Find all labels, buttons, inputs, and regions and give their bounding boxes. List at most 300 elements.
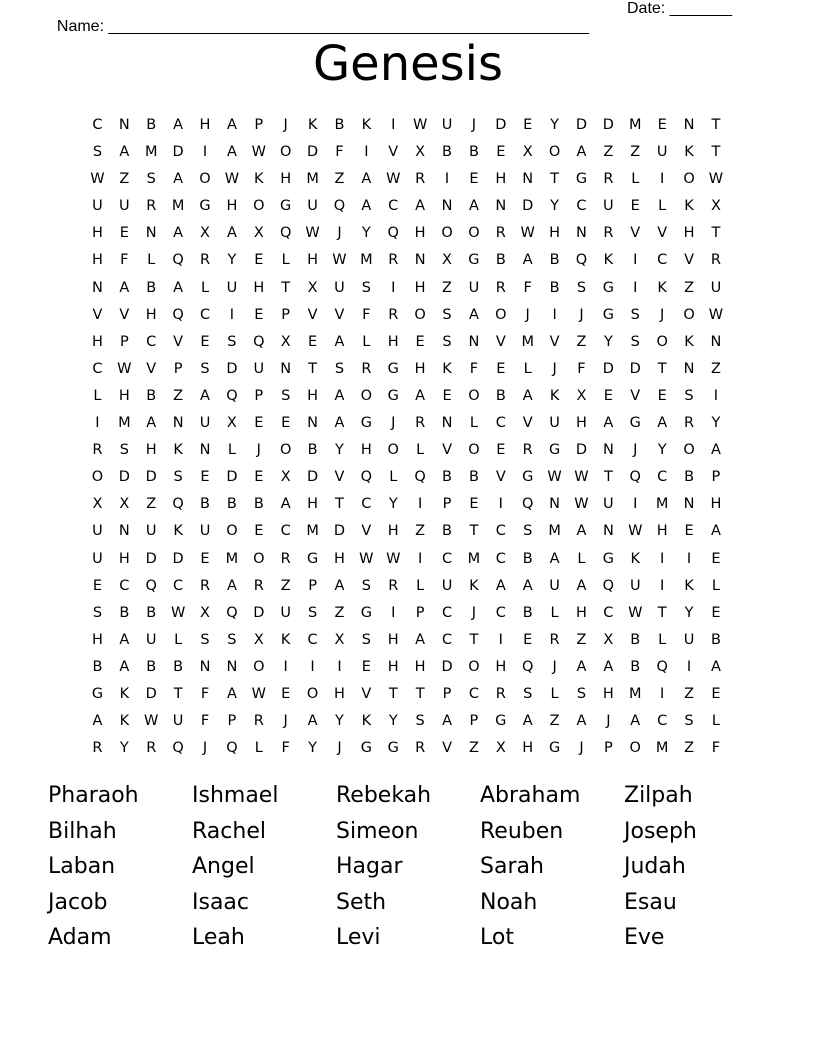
grid-letter: L — [416, 577, 425, 594]
grid-letter: H — [656, 523, 668, 540]
grid-letter: O — [360, 387, 373, 404]
grid-letter: W — [547, 469, 562, 486]
grid-letter: C — [388, 198, 399, 215]
grid-letter: U — [629, 577, 641, 594]
grid-letter: Q — [172, 306, 184, 323]
grid-letter: N — [683, 360, 695, 377]
grid-letter: B — [200, 496, 210, 513]
grid-letter: A — [576, 577, 587, 594]
grid-letter: A — [334, 333, 345, 350]
grid-letter: R — [522, 442, 533, 459]
grid-letter: V — [657, 225, 668, 242]
grid-letter: O — [656, 333, 668, 350]
grid-letter: J — [283, 117, 288, 133]
grid-letter: H — [334, 685, 345, 702]
grid-letter: K — [684, 198, 694, 215]
grid-letter: C — [173, 577, 184, 594]
grid-letter: T — [173, 685, 183, 702]
grid-letter: B — [522, 604, 533, 621]
grid-letter: Z — [684, 740, 694, 757]
grid-letter: D — [145, 685, 157, 702]
grid-letter: Q — [279, 225, 292, 242]
grid-letter: S — [361, 279, 371, 296]
grid-letter: U — [119, 198, 130, 215]
grid-letter: Q — [172, 740, 184, 757]
grid-letter: Z — [684, 685, 694, 702]
grid-letter: G — [602, 306, 614, 323]
grid-letter: Q — [656, 658, 668, 675]
grid-letter: N — [199, 658, 211, 675]
grid-letter: Q — [521, 658, 534, 675]
grid-letter: H — [414, 225, 426, 242]
grid-letter: H — [522, 740, 534, 757]
grid-letter: E — [200, 550, 210, 567]
grid-letter: X — [334, 631, 345, 648]
grid-letter: R — [146, 198, 157, 215]
grid-letter: W — [117, 360, 132, 377]
grid-letter: A — [522, 713, 533, 730]
grid-letter: G — [495, 713, 507, 730]
grid-letter: E — [119, 225, 129, 242]
grid-letter: E — [523, 631, 533, 648]
grid-letter: L — [174, 631, 183, 648]
grid-letter: S — [200, 360, 210, 377]
grid-letter: K — [657, 279, 667, 296]
grid-letter: J — [471, 604, 477, 621]
grid-letter: E — [630, 198, 640, 215]
grid-letter: J — [283, 713, 288, 730]
grid-letter: K — [361, 713, 372, 730]
grid-letter: C — [441, 631, 453, 648]
grid-letter: Q — [387, 225, 399, 242]
grid-letter: T — [335, 496, 344, 513]
grid-letter: E — [361, 658, 371, 675]
grid-letter: K — [442, 360, 452, 377]
grid-letter: W — [224, 171, 240, 188]
grid-letter: A — [119, 658, 130, 675]
grid-letter: R — [495, 685, 506, 702]
grid-letter: Y — [657, 442, 667, 459]
grid-letter: Q — [521, 496, 534, 513]
grid-letter: C — [603, 604, 614, 621]
grid-letter: G — [548, 442, 561, 459]
grid-letter: R — [199, 577, 211, 594]
grid-letter: A — [710, 658, 721, 675]
grid-letter: L — [93, 387, 102, 404]
grid-letter: L — [577, 550, 586, 567]
grid-letter: H — [145, 442, 157, 459]
grid-letter: H — [549, 225, 561, 242]
grid-letter: T — [308, 360, 317, 377]
grid-letter: E — [711, 685, 721, 702]
grid-letter: L — [523, 360, 532, 377]
grid-letter: Z — [710, 360, 721, 377]
grid-letter: O — [683, 442, 695, 459]
grid-letter: S — [442, 306, 452, 323]
grid-letter: N — [683, 117, 695, 133]
grid-letter: Z — [576, 333, 587, 350]
grid-letter: A — [173, 279, 184, 296]
grid-letter: D — [145, 550, 157, 567]
grid-letter: M — [629, 685, 642, 702]
grid-letter: S — [576, 279, 587, 296]
grid-letter: L — [362, 333, 371, 350]
grid-letter: U — [226, 279, 238, 296]
grid-letter: H — [226, 198, 238, 215]
grid-letter: P — [281, 306, 291, 323]
word-bank-item: Adam — [48, 925, 112, 951]
grid-letter: D — [441, 658, 453, 675]
grid-letter: M — [225, 550, 239, 567]
grid-letter: B — [522, 550, 533, 567]
grid-letter: F — [200, 685, 210, 702]
grid-letter: F — [469, 360, 479, 377]
grid-letter: X — [280, 333, 291, 350]
grid-letter: S — [415, 713, 425, 730]
grid-letter: X — [710, 198, 721, 215]
grid-letter: H — [387, 658, 399, 675]
word-bank-item: Eve — [624, 925, 665, 951]
grid-letter: A — [334, 415, 345, 432]
grid-letter: O — [683, 171, 695, 188]
grid-letter: A — [146, 415, 157, 432]
grid-letter: L — [147, 252, 156, 269]
grid-letter: L — [658, 631, 667, 648]
word-bank-item: Joseph — [624, 818, 697, 844]
grid-letter: X — [200, 604, 210, 621]
grid-letter: Y — [550, 117, 560, 133]
grid-letter: H — [576, 604, 587, 621]
grid-letter: D — [306, 144, 319, 161]
grid-letter: W — [574, 469, 589, 486]
grid-letter: F — [362, 306, 371, 323]
grid-letter: S — [523, 685, 533, 702]
grid-letter: K — [119, 713, 130, 730]
grid-letter: S — [227, 333, 237, 350]
grid-letter: R — [495, 279, 506, 296]
grid-letter: C — [657, 469, 668, 486]
grid-letter: N — [441, 198, 453, 215]
grid-letter: A — [226, 225, 237, 242]
grid-letter: A — [603, 658, 614, 675]
grid-letter: I — [283, 658, 288, 675]
grid-letter: A — [468, 306, 479, 323]
grid-letter: Z — [576, 631, 587, 648]
grid-letter: I — [391, 279, 396, 296]
grid-letter: N — [710, 333, 722, 350]
grid-letter: T — [469, 523, 479, 540]
grid-letter: Q — [226, 387, 238, 404]
grid-letter: U — [468, 279, 480, 296]
grid-letter: F — [120, 252, 129, 269]
grid-letter: G — [548, 740, 561, 757]
grid-letter: L — [281, 252, 290, 269]
grid-letter: E — [415, 333, 425, 350]
grid-letter: A — [442, 713, 452, 730]
grid-letter: I — [633, 252, 638, 269]
grid-letter: S — [307, 604, 318, 621]
grid-letter: H — [710, 496, 722, 513]
grid-letter: I — [660, 577, 665, 594]
word-bank-item: Reuben — [480, 818, 564, 844]
grid-letter: T — [657, 360, 667, 377]
word-bank-item: Rachel — [192, 818, 266, 844]
grid-letter: D — [522, 198, 534, 215]
grid-letter: T — [711, 225, 721, 242]
word-bank-item: Judah — [624, 854, 686, 880]
grid-letter: D — [145, 469, 157, 486]
grid-letter: S — [281, 387, 291, 404]
grid-letter: D — [495, 117, 507, 133]
word-bank-item: Isaac — [192, 889, 250, 915]
grid-letter: Z — [684, 279, 694, 296]
grid-letter: E — [603, 387, 613, 404]
grid-letter: W — [574, 496, 589, 513]
grid-letter: H — [387, 523, 399, 540]
grid-letter: N — [495, 198, 507, 215]
grid-letter: U — [334, 279, 345, 296]
grid-letter: I — [417, 496, 423, 513]
word-bank — [48, 778, 768, 956]
grid-letter: D — [333, 523, 346, 540]
grid-letter: E — [281, 415, 291, 432]
grid-letter: B — [468, 144, 479, 161]
grid-letter: I — [713, 387, 719, 404]
grid-letter: B — [495, 387, 506, 404]
grid-letter: W — [251, 685, 266, 702]
grid-letter: Q — [253, 333, 265, 350]
grid-letter: J — [579, 306, 584, 323]
grid-letter: H — [145, 306, 157, 323]
grid-letter: J — [525, 306, 530, 323]
grid-letter: H — [280, 171, 292, 188]
grid-letter: R — [253, 577, 264, 594]
grid-letter: I — [498, 496, 503, 513]
grid-letter: I — [391, 117, 396, 133]
grid-letter: R — [495, 225, 506, 242]
grid-letter: W — [359, 550, 374, 567]
grid-letter: P — [415, 604, 425, 621]
grid-letter: J — [606, 713, 611, 730]
grid-letter: A — [200, 387, 210, 404]
grid-letter: L — [711, 577, 720, 594]
grid-letter: V — [146, 360, 157, 377]
grid-letter: M — [467, 550, 481, 567]
grid-letter: L — [550, 685, 559, 702]
grid-letter: I — [633, 496, 638, 513]
grid-letter: W — [305, 225, 320, 242]
grid-letter: A — [280, 496, 291, 513]
grid-letter: C — [441, 550, 453, 567]
grid-letter: P — [711, 469, 721, 486]
letter-grid — [84, 112, 729, 762]
grid-letter: Q — [414, 469, 426, 486]
grid-letter: P — [254, 117, 264, 133]
grid-letter: Y — [684, 604, 694, 621]
grid-letter: U — [683, 631, 695, 648]
grid-letter: T — [711, 144, 721, 161]
grid-letter: A — [361, 198, 372, 215]
grid-letter: R — [415, 415, 426, 432]
grid-letter: A — [119, 144, 130, 161]
grid-letter: Z — [334, 604, 345, 621]
grid-letter: S — [684, 713, 694, 730]
grid-letter: H — [307, 387, 319, 404]
grid-letter: V — [173, 333, 184, 350]
grid-letter: G — [306, 550, 319, 567]
grid-letter: N — [549, 496, 561, 513]
grid-letter: W — [708, 306, 724, 323]
grid-letter: F — [335, 144, 344, 161]
grid-letter: X — [280, 469, 291, 486]
grid-letter: H — [334, 550, 345, 567]
grid-letter: A — [576, 658, 587, 675]
grid-letter: O — [495, 306, 507, 323]
grid-letter: V — [522, 415, 533, 432]
grid-letter: D — [602, 360, 614, 377]
grid-letter: Z — [442, 279, 452, 296]
grid-letter: P — [442, 685, 452, 702]
grid-letter: E — [281, 685, 291, 702]
grid-letter: O — [253, 198, 265, 215]
grid-letter: U — [549, 577, 560, 594]
grid-letter: J — [552, 658, 557, 675]
grid-letter: N — [602, 442, 614, 459]
grid-letter: I — [686, 658, 692, 675]
grid-letter: A — [630, 713, 641, 730]
grid-letter: V — [495, 333, 506, 350]
grid-letter: W — [332, 252, 347, 269]
grid-letter: S — [361, 577, 371, 594]
grid-letter: A — [495, 577, 506, 594]
grid-letter: N — [280, 360, 292, 377]
grid-letter: U — [253, 360, 265, 377]
grid-letter: G — [280, 198, 292, 215]
grid-letter: M — [655, 496, 669, 513]
grid-letter: B — [146, 279, 157, 296]
grid-letter: L — [631, 171, 640, 188]
grid-letter: X — [603, 631, 614, 648]
grid-letter: K — [173, 523, 183, 540]
grid-letter: G — [468, 252, 480, 269]
grid-letter: J — [202, 740, 208, 757]
grid-letter: A — [226, 685, 237, 702]
grid-letter: N — [92, 279, 103, 296]
grid-letter: D — [118, 469, 130, 486]
grid-letter: E — [254, 415, 264, 432]
grid-letter: G — [629, 415, 641, 432]
grid-letter: E — [469, 171, 479, 188]
grid-letter: M — [360, 252, 373, 269]
grid-letter: V — [388, 144, 399, 161]
grid-letter: B — [173, 658, 184, 675]
grid-letter: C — [199, 306, 211, 323]
grid-letter: N — [414, 252, 426, 269]
grid-letter: U — [92, 198, 103, 215]
word-bank-item: Jacob — [48, 889, 108, 915]
grid-letter: Y — [308, 740, 317, 757]
grid-letter: A — [119, 279, 130, 296]
grid-letter: X — [415, 144, 426, 161]
grid-letter: X — [576, 387, 587, 404]
grid-letter: Y — [227, 252, 237, 269]
grid-letter: P — [603, 740, 613, 757]
grid-letter: S — [361, 631, 371, 648]
grid-letter: N — [199, 442, 211, 459]
grid-letter: B — [226, 496, 237, 513]
grid-letter: N — [602, 523, 614, 540]
grid-letter: S — [92, 604, 103, 621]
grid-letter: K — [469, 577, 479, 594]
word-bank-item: Esau — [624, 889, 677, 915]
grid-letter: X — [307, 279, 318, 296]
grid-letter: P — [469, 713, 479, 730]
grid-letter: E — [254, 523, 264, 540]
grid-letter: U — [603, 496, 614, 513]
grid-letter: N — [683, 496, 695, 513]
grid-letter: X — [200, 225, 210, 242]
grid-letter: L — [711, 713, 720, 730]
grid-letter: S — [173, 469, 183, 486]
grid-letter: J — [471, 117, 477, 133]
grid-letter: G — [360, 604, 372, 621]
grid-letter: M — [306, 171, 319, 188]
grid-letter: B — [307, 442, 318, 459]
grid-letter: D — [575, 117, 588, 133]
grid-letter: A — [415, 631, 426, 648]
grid-letter: R — [146, 740, 157, 757]
grid-letter: Y — [335, 442, 344, 459]
grid-letter: R — [388, 252, 399, 269]
grid-letter: H — [360, 442, 372, 459]
grid-letter: S — [227, 631, 237, 648]
grid-letter: X — [226, 415, 237, 432]
grid-letter: Y — [335, 713, 344, 730]
grid-letter: H — [414, 360, 426, 377]
grid-letter: K — [173, 442, 183, 459]
grid-letter: I — [310, 658, 315, 675]
grid-letter: O — [279, 442, 292, 459]
grid-letter: A — [603, 415, 614, 432]
grid-letter: V — [119, 306, 130, 323]
grid-letter: Z — [630, 144, 641, 161]
word-bank-item: Leah — [192, 925, 245, 951]
grid-letter: O — [91, 469, 104, 486]
grid-letter: I — [660, 685, 665, 702]
grid-letter: E — [711, 550, 721, 567]
word-bank-item: Rebekah — [336, 783, 432, 808]
grid-letter: P — [173, 360, 183, 377]
grid-letter: Z — [415, 523, 426, 540]
grid-letter: B — [549, 279, 560, 296]
grid-letter: A — [415, 198, 426, 215]
grid-letter: A — [173, 117, 184, 133]
grid-letter: B — [442, 469, 452, 486]
grid-letter: T — [711, 117, 721, 133]
grid-letter: V — [361, 523, 372, 540]
grid-letter: Y — [119, 740, 129, 757]
grid-letter: W — [251, 144, 266, 161]
grid-letter: H — [199, 117, 211, 133]
grid-letter: O — [468, 658, 480, 675]
grid-letter: A — [710, 523, 721, 540]
grid-letter: I — [417, 550, 423, 567]
grid-letter: R — [549, 631, 560, 648]
grid-letter: I — [364, 144, 369, 161]
grid-letter: P — [254, 387, 264, 404]
grid-letter: B — [442, 523, 452, 540]
grid-letter: C — [495, 523, 506, 540]
